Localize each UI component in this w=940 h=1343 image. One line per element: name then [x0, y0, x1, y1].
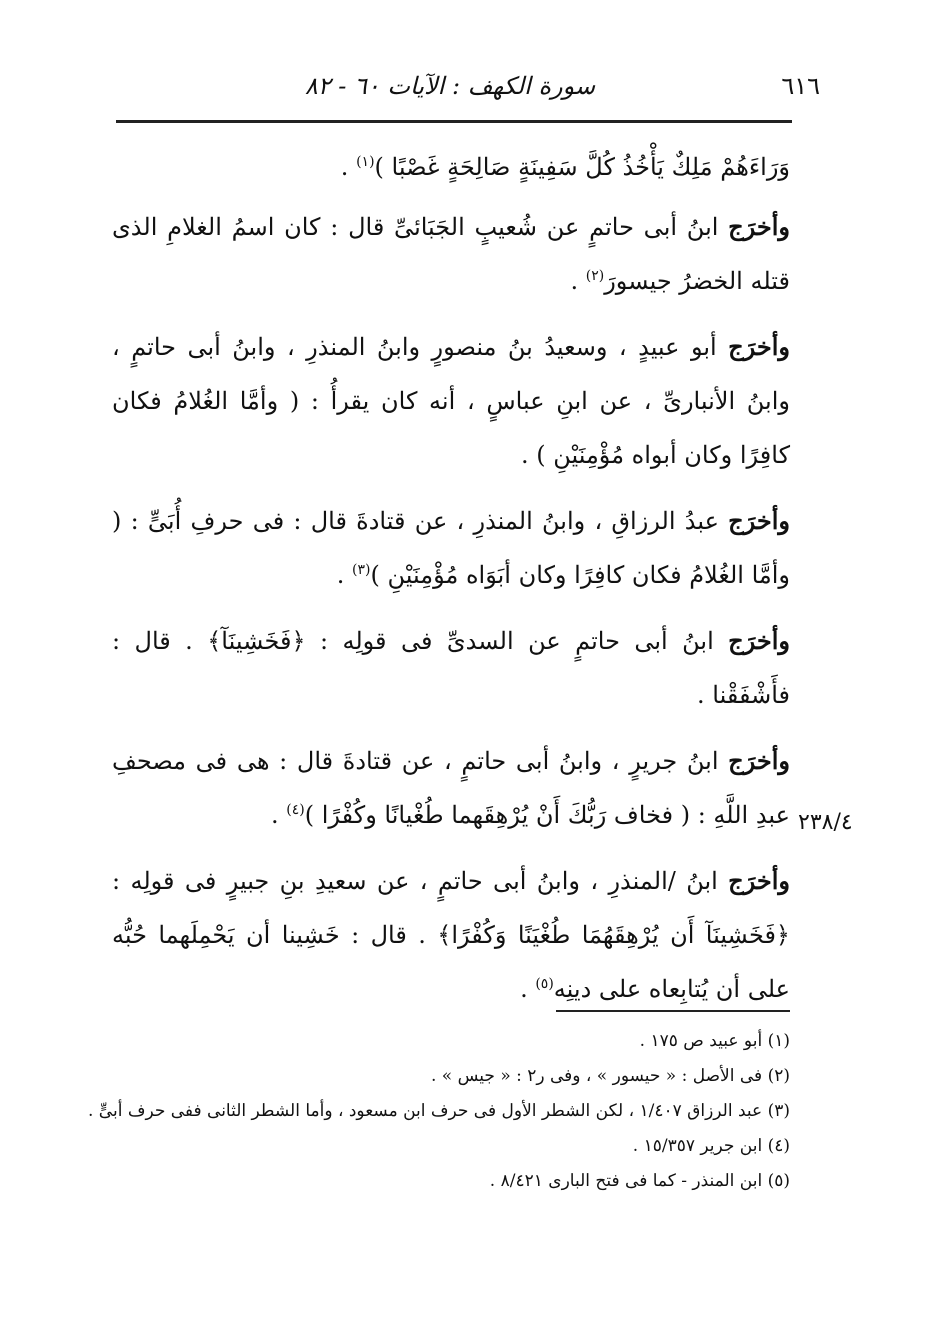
paragraph — [112, 494, 790, 602]
paragraph-text: ابنُ جريرٍ ، وابنُ أبى حاتمٍ ، عن قتادةَ قال : هى فى مصحفِ عبدِ اللَّهِ : ( فخاف رَبُّكَ أَنْ يُرْهِقَهما طُغْيانًا وكُفْرًا ) — [112, 747, 790, 829]
margin-reference: ٢٣٨/٤ — [798, 810, 853, 835]
paragraph-lead: وأخرَج — [728, 626, 790, 655]
footnote: (١) أبو عبيد ص ١٧٥ . — [639, 1031, 790, 1051]
footnote-marker: (١) — [356, 154, 375, 170]
footnotes — [87, 1024, 790, 1199]
page-number: ٦١٦ — [781, 72, 820, 100]
paragraph — [112, 614, 790, 722]
footnote: (٣) عبد الرزاق ١/٤٠٧ ، لكن الشطر الأول فى حرف ابن مسعود ، وأما الشطر الثانى ففى حرف أبىٍّ . — [87, 1101, 790, 1121]
paragraph-text: وَرَاءَهُمْ مَلِكٌ يَأْخُذُ كُلَّ سَفِينَةٍ صَالِحَةٍ غَصْبًا ) — [374, 153, 790, 181]
footnote: (٢) فى الأصل : « حيسور » ، وفى ر٢ : « جيس » . — [430, 1066, 790, 1086]
paragraph-text: عبدُ الرزاقِ ، وابنُ المنذرِ ، عن قتادةَ قال : فى حرفِ أُبَىٍّ : ( وأمَّا الغُلامُ فكان كافِرًا وكان أبَوَاه مُؤْمِنَيْنِ ) — [112, 507, 790, 589]
running-title: سورة الكهف : الآيات ٦٠ - ٨٢ — [304, 72, 596, 100]
paragraph — [112, 854, 790, 1016]
paragraph-text: ابنُ /المنذرِ ، وابنُ أبى حاتمٍ ، عن سعيدِ بنِ جبيرٍ فى قولِه : ﴿فَخَشِينَآ أَن يُرْهِقَهُمَا طُغْيَنًا وَكُفْرًا﴾ . قال : خَشِينا أن يَحْمِلَهما حُبُّه على أن يُتابِعاه على دينِه — [112, 867, 790, 1003]
footnote: (٥) ابن المنذر - كما فى فتح البارى ٨/٤٢١ . — [489, 1171, 790, 1191]
paragraph-end: . — [336, 561, 352, 589]
footnote-marker: (٣) — [352, 562, 371, 578]
paragraph-text: ابنُ أبى حاتمٍ عن السدىِّ فى قولِه : ﴿فَخَشِينَآ﴾ . قال : فأَشْفَقْنا . — [112, 627, 790, 709]
paragraph-lead: وأخرَج — [728, 746, 790, 775]
footnote-marker: (٤) — [286, 802, 305, 818]
paragraph-lead: وأخرَج — [728, 332, 790, 361]
paragraph-end: . — [570, 267, 586, 295]
paragraph-end: . — [271, 801, 287, 829]
paragraph-end: . — [340, 153, 357, 181]
paragraph-lead: وأخرَج — [728, 506, 790, 535]
paragraph — [112, 734, 790, 842]
paragraph-end: . — [520, 975, 536, 1003]
footnote-rule — [556, 1010, 790, 1012]
footnote: (٤) ابن جرير ١٥/٣٥٧ . — [632, 1136, 790, 1156]
paragraph — [112, 140, 790, 194]
paragraph-lead: وأخرَج — [728, 866, 790, 895]
paragraph — [112, 200, 790, 308]
footnote-marker: (٥) — [535, 976, 554, 992]
paragraph-text: ابنُ أبى حاتمٍ عن شُعيبٍ الجَبَائىِّ قال : كان اسمُ الغلامِ الذى قتله الخضرُ جيسورَ — [112, 213, 790, 295]
footnote-marker: (٢) — [585, 268, 605, 284]
paragraph-text: أبو عبيدٍ ، وسعيدُ بنُ منصورٍ وابنُ المنذرِ ، وابنُ أبى حاتمٍ ، وابنُ الأنبارىِّ ، عن ابنِ عباسٍ ، أنه كان يقرأُ : ( وأمَّا الغُلامُ فكان كافِرًا وكان أبواه مُؤْمِنَيْنِ ) . — [112, 333, 790, 469]
paragraph-lead: وأخرَج — [728, 212, 790, 241]
body-text — [112, 140, 790, 1028]
header-rule — [116, 120, 792, 123]
paragraph — [112, 320, 790, 482]
